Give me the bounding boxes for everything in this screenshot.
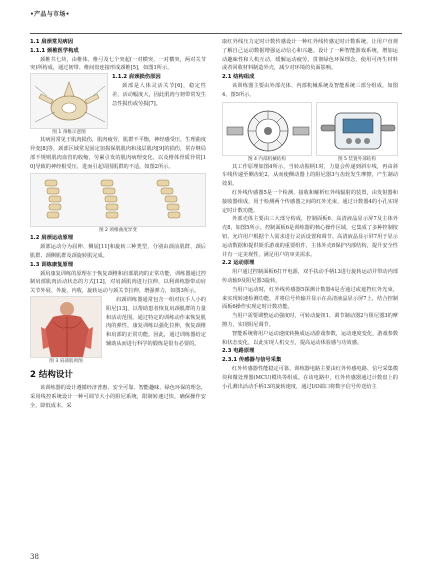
device-exterior-icon: [317, 103, 399, 157]
paragraph: 肩颈训练器通常包含一组对抗手人小的阻尼[13]，以帮助患者恢复肩颈肌群的力量和活动范围。通过特定的训练动作来恢复肌肉的弹性，康复训练以强化拉伸，恢复颈椎和肩部的正常功能。因此，通过训练器给定辅助从而进行科学的锻炼是很有必要的。: [106, 296, 206, 347]
running-header: •产品与市场•: [30, 11, 70, 18]
page-number: 38: [30, 553, 39, 561]
paragraph: 颈椎共七块，由椎体、椎弓及七个突起(一对横突、一对横突，两对关节突)所构成，通过韧带、椎间盘连接形成颈椎[5]，如图1所示。: [30, 56, 206, 72]
paragraph: 当用户需要调整运动强度时，可转动旋钮1，调节制动器2与阻尼器3的摩擦力，实现阻尼调节。: [222, 313, 398, 328]
internal-mechanism-illustration: [222, 102, 312, 156]
header-rule: [30, 33, 402, 34]
muscle-icon: [31, 297, 103, 359]
figure-1-caption: 图 1 颈椎示意图: [52, 130, 86, 136]
paragraph: 红外传感器性能稳定可靠。训练器电路主要由红外传感电路、信号采集模块和微处理器(MCU)模块等组成。在该电路中，红外传感器通过计数盘上的小孔测出活动手柄13的旋转速度，通过I/O端口将数字信号传送给主: [222, 365, 399, 390]
spine-icon: [31, 174, 207, 228]
figure-4-caption: 图 4 内部机械结构: [247, 156, 286, 162]
left-column: [30, 38, 206, 410]
figure-2-caption: 图 2 颈椎曲度异变: [98, 228, 137, 234]
section-2-3-heading: 2.3 电路原理: [222, 348, 255, 355]
paragraph: 当用户运动时，红外线传感器5探测计数器4是否通过或遮挡红外光束，来实现转速检测功能，并将信号传输并显示在高清液晶显示屏7上，结合控制面板6操作实现定时计数功能。: [222, 286, 398, 311]
paragraph: 取红外线压力定时计数传感设计一种红外线传感定时计数系统，让用户直观了解自己运动数据增强运动信心和兴趣。设计了一种智能游戏系统，增加运动趣味性和人机互动，缓解运动疲劳。贯彻绿色环保理念，使用可再生材料或者回收材料制造外壳，减少对环境的负面影响。: [222, 39, 398, 72]
paragraph: 其工作原理如图4所示，当转动握柄1时，力量会传递到斜车线，再由斜车线传递至侧齿轮2，从而使侧动器上的阻尼器3与齿轮发生摩擦，产生制动效果。: [222, 163, 398, 188]
figures-4-5: [222, 102, 398, 163]
section-1-1-2-heading: 1.1.2 肩颈损伤原因: [112, 74, 161, 81]
figure-4: [222, 102, 312, 163]
paragraph: 该训练器主要由外部壳体、内部机械系统及智能系统三部分组成，如图4、图5所示。: [222, 82, 398, 98]
vertebra-icon: [31, 74, 109, 130]
vertebra-illustration: [30, 73, 108, 129]
paragraph: 用户通过控制面板6打开电源，双手扶动手柄13进行旋转运动并带动内部传动轴9及阻尼器3旋转。: [222, 269, 398, 284]
paragraph: 颈部是人体灵活关节[6]，稳定性差，活动幅度大，因此肌肉与韧带常发生急性损伤或劳损[7]。: [112, 82, 206, 107]
paragraph: 智能系统将用户运动速度转换成运动游戏参数，运动速度变化，游戏参数和状态变化，以此实现人机交互，提高运动体验感与功效感。: [222, 330, 399, 346]
section-2-3-1-heading: 2.3.1 传感器与信号采集: [222, 357, 282, 364]
figure-1: [30, 73, 108, 136]
shoulder-muscle-illustration: [30, 296, 102, 358]
external-structure-illustration: [316, 102, 398, 156]
figure-2: [30, 173, 206, 234]
figure-3-wrap: [30, 296, 206, 365]
section-1-1-heading: 1.1 肩颈常见病因: [30, 39, 74, 45]
paragraph: 颈肩康复训练的原理在于恢复颈椎和肩部肌肉的正常功能，训练器通过控制肩部肌肉活动状态的方式[12]，对肩颈肌肉进行拉伸，以利训练器带动肩关节外展、外旋、内收，旋转运动与颈关节拉伸，增强弹力，如图3所示。: [30, 270, 207, 295]
spine-curvature-illustration: [30, 173, 206, 227]
gear-mechanism-icon: [223, 103, 313, 157]
section-1-2-heading: 1.2 肩颈运动原理: [30, 235, 74, 242]
right-column: [222, 38, 398, 391]
section-2-1-heading: 2.1 结构组成: [222, 74, 255, 81]
figure-5: [316, 102, 398, 163]
figure-3-caption: 图 3 肩部肌肉图: [49, 358, 83, 364]
paragraph: 外部壳体主要由三大部分构成，控制面板6、高清液晶显示屏7及主体外壳8，如图5所示。控制面板6是训练器的核心操作区域，它集成了多种控制按钮，允许用户根据个人需求进行灵活设置和调节。高清液晶显示屏7用于显示运动数据和提供娱乐游戏的重要组件，主体外壳8保护内部结构，提升安全性并有一定美观性，满足用户的审美需求。: [222, 216, 398, 258]
section-1-3-heading: 1.3 训练康复原理: [30, 261, 74, 268]
paragraph: 该训练器的设计遵循经济普惠、安全可靠、智能趣味、绿色环保的理念，采用线控系统设计一种可调节大小的阻尼系统，限制转速过快，确保操作安全，降低成本，采: [30, 384, 207, 409]
paragraph: 颈部运动分为屈伸、侧屈[11]和旋转三种类型，分别由颈前肌群、颈后肌群、颈侧肌群及颈旋转肌完成。: [30, 244, 206, 259]
section-2-heading: 2 结构设计: [30, 369, 73, 380]
section-1-1-1-heading: 1.1.1 颈椎医学构成: [30, 47, 79, 54]
paragraph: 其病因常见于肌肉损伤，肌肉疲劳，肌群不平衡，神经感受压，生理曲度异变[8]等，颈部区域常见固定加损保肌肌肉和浅层肌肉[9]的损伤，常存继局部不规则肌肉血管的收缩，劳累引发的肌肉病理变化，以及椎体骨质异常[10]导致的神经根受压，进而引起周围肌群的不适，如图2所示。: [30, 137, 207, 170]
figure-3: [30, 296, 102, 365]
section-2-2-heading: 2.2 运动原理: [222, 260, 255, 267]
figure-3-side-text: [106, 296, 206, 365]
figure-1-wrap: [30, 73, 206, 136]
figure-1-side-text: [112, 73, 206, 136]
paragraph: 红外线传感器5是一个检测、接收和解析红外线辐射的装置，由发射器和接收器组成，用于检测两个传感器之间的红外光束，通过计数器4的小孔实现定时计数功能。: [222, 189, 398, 214]
figure-5-caption: 图 5 装置外部结构: [337, 156, 376, 162]
